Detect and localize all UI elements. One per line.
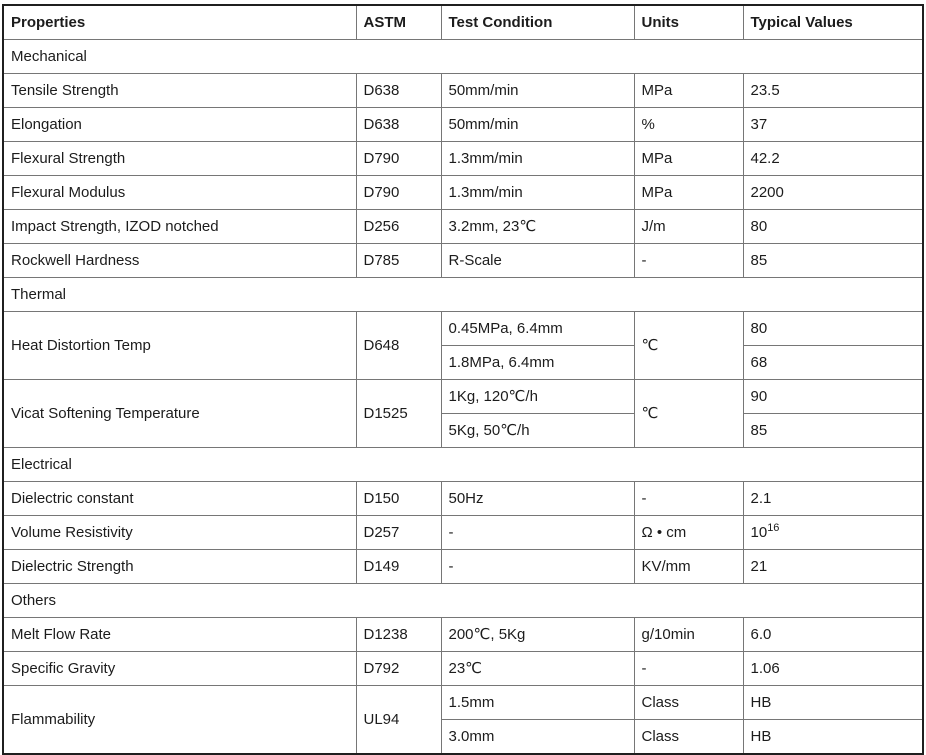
cell-units: Ω • cm bbox=[634, 516, 743, 550]
cell-units: MPa bbox=[634, 74, 743, 108]
cell-condition: 1Kg, 120℃/h bbox=[441, 380, 634, 414]
cell-astm: D638 bbox=[356, 74, 441, 108]
cell-condition: - bbox=[441, 516, 634, 550]
cell-units: Class bbox=[634, 720, 743, 755]
cell-property: Dielectric constant bbox=[3, 482, 356, 516]
table-row bbox=[3, 244, 923, 278]
col-header-astm: ASTM bbox=[356, 5, 441, 40]
table-row bbox=[3, 618, 923, 652]
cell-astm: UL94 bbox=[356, 686, 441, 755]
cell-units: ℃ bbox=[634, 380, 743, 448]
table-row bbox=[3, 482, 923, 516]
col-header-test-condition: Test Condition bbox=[441, 5, 634, 40]
cell-condition: 1.8MPa, 6.4mm bbox=[441, 346, 634, 380]
table-row bbox=[3, 176, 923, 210]
table-row bbox=[3, 312, 923, 346]
cell-value: 80 bbox=[743, 312, 923, 346]
value-exponent: 16 bbox=[767, 521, 780, 534]
cell-astm: D638 bbox=[356, 108, 441, 142]
section-row-electrical bbox=[3, 448, 923, 482]
cell-condition: 3.0mm bbox=[441, 720, 634, 755]
value-base: 10 bbox=[750, 523, 768, 541]
cell-astm: D792 bbox=[356, 652, 441, 686]
table-row bbox=[3, 516, 923, 550]
cell-property: Vicat Softening Temperature bbox=[3, 380, 356, 448]
cell-units: % bbox=[634, 108, 743, 142]
cell-condition: 200℃, 5Kg bbox=[441, 618, 634, 652]
cell-property: Impact Strength, IZOD notched bbox=[3, 210, 356, 244]
cell-value: 68 bbox=[743, 346, 923, 380]
cell-value: 37 bbox=[743, 108, 923, 142]
cell-value bbox=[743, 516, 923, 550]
cell-condition: 23℃ bbox=[441, 652, 634, 686]
cell-astm: D1525 bbox=[356, 380, 441, 448]
cell-astm: D790 bbox=[356, 176, 441, 210]
table-row bbox=[3, 108, 923, 142]
cell-property: Tensile Strength bbox=[3, 74, 356, 108]
table-header-row bbox=[3, 5, 923, 40]
cell-units: MPa bbox=[634, 176, 743, 210]
cell-value: 1.06 bbox=[743, 652, 923, 686]
cell-astm: D1238 bbox=[356, 618, 441, 652]
cell-value: 23.5 bbox=[743, 74, 923, 108]
table-row bbox=[3, 686, 923, 720]
section-title: Mechanical bbox=[3, 40, 923, 74]
cell-condition: 1.3mm/min bbox=[441, 142, 634, 176]
cell-property: Flexural Modulus bbox=[3, 176, 356, 210]
cell-astm: D257 bbox=[356, 516, 441, 550]
table-row bbox=[3, 74, 923, 108]
cell-units: - bbox=[634, 482, 743, 516]
cell-property: Flexural Strength bbox=[3, 142, 356, 176]
cell-astm: D790 bbox=[356, 142, 441, 176]
cell-property: Elongation bbox=[3, 108, 356, 142]
col-header-typical-values: Typical Values bbox=[743, 5, 923, 40]
cell-value: 2.1 bbox=[743, 482, 923, 516]
cell-property: Dielectric Strength bbox=[3, 550, 356, 584]
cell-value: 2200 bbox=[743, 176, 923, 210]
section-row-mechanical bbox=[3, 40, 923, 74]
table-row bbox=[3, 550, 923, 584]
cell-astm: D149 bbox=[356, 550, 441, 584]
cell-astm: D648 bbox=[356, 312, 441, 380]
cell-value: HB bbox=[743, 720, 923, 755]
cell-units: MPa bbox=[634, 142, 743, 176]
section-title: Thermal bbox=[3, 278, 923, 312]
cell-condition: 0.45MPa, 6.4mm bbox=[441, 312, 634, 346]
cell-condition: 5Kg, 50℃/h bbox=[441, 414, 634, 448]
cell-units: g/10min bbox=[634, 618, 743, 652]
cell-property: Volume Resistivity bbox=[3, 516, 356, 550]
cell-value: 90 bbox=[743, 380, 923, 414]
section-title: Others bbox=[3, 584, 923, 618]
cell-condition: R-Scale bbox=[441, 244, 634, 278]
col-header-properties: Properties bbox=[3, 5, 356, 40]
cell-property: Melt Flow Rate bbox=[3, 618, 356, 652]
cell-value: 85 bbox=[743, 244, 923, 278]
cell-value: 21 bbox=[743, 550, 923, 584]
cell-astm: D256 bbox=[356, 210, 441, 244]
table-row bbox=[3, 210, 923, 244]
material-properties-table bbox=[2, 4, 924, 755]
cell-astm: D150 bbox=[356, 482, 441, 516]
cell-property: Rockwell Hardness bbox=[3, 244, 356, 278]
cell-condition: 1.5mm bbox=[441, 686, 634, 720]
cell-units: KV/mm bbox=[634, 550, 743, 584]
table-row bbox=[3, 652, 923, 686]
cell-condition: 3.2mm, 23℃ bbox=[441, 210, 634, 244]
cell-condition: 50mm/min bbox=[441, 108, 634, 142]
cell-condition: - bbox=[441, 550, 634, 584]
cell-astm: D785 bbox=[356, 244, 441, 278]
cell-value: 6.0 bbox=[743, 618, 923, 652]
cell-units: ℃ bbox=[634, 312, 743, 380]
table-row bbox=[3, 142, 923, 176]
cell-condition: 50mm/min bbox=[441, 74, 634, 108]
cell-value: 80 bbox=[743, 210, 923, 244]
cell-property: Flammability bbox=[3, 686, 356, 755]
cell-condition: 50Hz bbox=[441, 482, 634, 516]
section-row-thermal bbox=[3, 278, 923, 312]
section-title: Electrical bbox=[3, 448, 923, 482]
cell-property: Specific Gravity bbox=[3, 652, 356, 686]
cell-property: Heat Distortion Temp bbox=[3, 312, 356, 380]
cell-value: 85 bbox=[743, 414, 923, 448]
col-header-units: Units bbox=[634, 5, 743, 40]
cell-units: J/m bbox=[634, 210, 743, 244]
cell-condition: 1.3mm/min bbox=[441, 176, 634, 210]
cell-units: Class bbox=[634, 686, 743, 720]
section-row-others bbox=[3, 584, 923, 618]
cell-units: - bbox=[634, 652, 743, 686]
cell-units: - bbox=[634, 244, 743, 278]
table-row bbox=[3, 380, 923, 414]
cell-value: HB bbox=[743, 686, 923, 720]
cell-value: 42.2 bbox=[743, 142, 923, 176]
